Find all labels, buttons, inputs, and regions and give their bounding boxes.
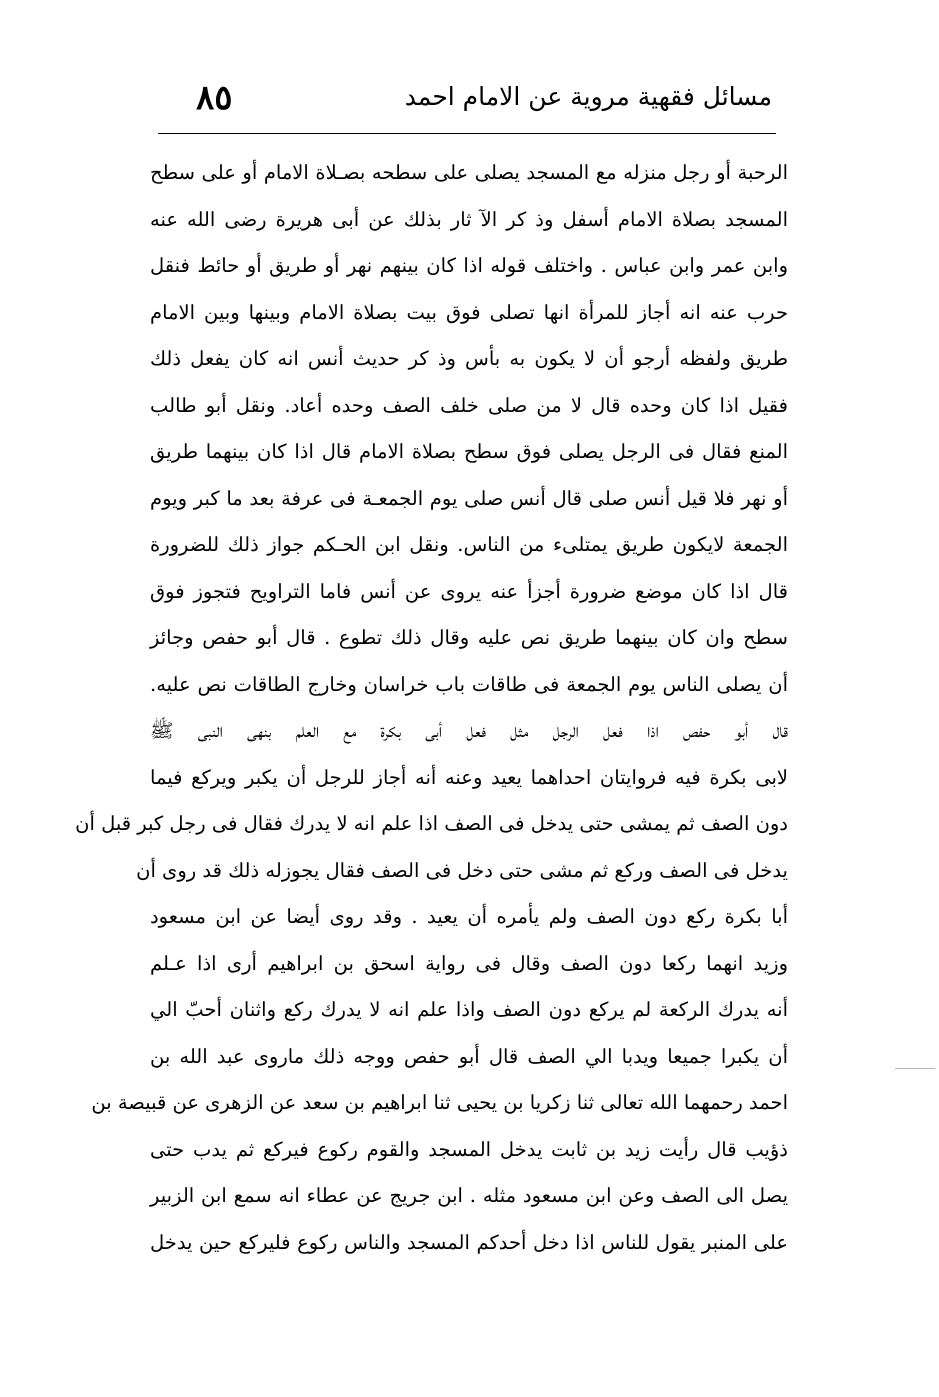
text-line: يدخل فى الصف وركع ثم مشى حتى دخل فى الصف فقال يجوزله ذلك قد روى أن [136,858,788,882]
text-line: قال اذا كان موضع ضرورة أجزأ عنه يروى عن أنس فاما التراويح فتجوز فوق [150,579,788,603]
text-line: وزيد انهما ركعا دون الصف وقال فى رواية اسحق بن ابراهيم أرى اذا عـلم [150,951,788,975]
text-line: المسجد بصلاة الامام أسفل وذ كر الآ ثار بذلك عن أبى هريرة رضى الله عنه [150,207,788,231]
text-line: الجمعة لايكون طريق يمتلىء من الناس. ونقل ابن الحـكم جواز ذلك للضرورة [150,533,788,556]
text-line: أو نهر فلا قيل أنس صلى قال أنس صلى يوم الجمعـة فى عرفة بعد ما كبر ويوم [150,486,788,510]
text-line: حرب عنه انه أجاز للمرأة انها تصلى فوق بيت بصلاة الامام وبينها وبين الامام [150,300,788,324]
text-line: أن يصلى الناس يوم الجمعة فى طاقات باب خراسان وخارج الطاقات نص عليه. [150,672,788,696]
text-line: يصل الى الصف وعن ابن مسعود مثله . ابن جريج عن عطاء انه سمع ابن الزبير [150,1184,788,1207]
text-line: أن يكبرا جميعا ويدبا الي الصف قال أبو حفص ووجه ذلك ماروى عبد الله بن [150,1044,788,1068]
running-title: مسائل فقهية مروية عن الامام احمد [404,82,772,111]
text-line: الرحبة أو رجل منزله مع المسجد يصلى على سطحه بصـلاة الامام أو على سطح [150,161,788,184]
page-header [150,78,780,126]
body-text [75,150,788,1266]
text-line: احمد رحمهما الله تعالى ثنا زكريا بن يحيى ثنا ابراهيم بن سعد عن الزهرى عن قبيصة بن [91,1091,788,1114]
text-line: أنه يدرك الركعة لم يركع دون الصف واذا علم انه لا يدرك ركع واثنان أحبّ الي [150,998,788,1021]
text-line: وابن عمر وابن عباس . واختلف قوله اذا كان بينهم نهر أو طريق أو حائط فنقل [150,254,788,277]
text-line: ذؤيب قال رأيت زيد بن ثابت يدخل المسجد والقوم ركوع فيركع ثم يدب حتى [150,1137,788,1161]
text-line: قال أبو حفص اذا فعل الرجل مثل فعل أبى بكرة مع العلم بنهى النبى ﷺ [150,719,788,742]
text-line: أبا بكرة ركع دون الصف ولم يأمره أن يعيد . وقد روى أيضا عن ابن مسعود [150,905,788,928]
text-line: المنع فقال فى الرجل يصلى فوق سطح بصلاة الامام قال اذا كان بينهما طريق [150,440,788,463]
header-rule [158,133,776,134]
page-number: ٨٥ [196,78,233,118]
text-line: دون الصف ثم يمشى حتى يدخل فى الصف اذا علم انه لا يدرك فقال فى رجل كبر قبل أن [75,812,788,835]
margin-mark [895,1068,935,1069]
text-line: طريق ولفظه أرجو أن لا يكون به بأس وذ كر حديث أنس انه كان يفعل ذلك [150,347,788,370]
text-line: سطح وان كان بينهما طريق نص عليه وقال ذلك تطوع . قال أبو حفص وجائز [150,626,788,649]
text-line: على المنبر يقول للناس اذا دخل أحدكم المسجد والناس ركوع فليركع حين يدخل [150,1230,788,1254]
text-line: لابى بكرة فيه فروايتان احداهما يعيد وعنه أنه أجاز للرجل أن يكبر ويركع فيما [150,765,788,789]
text-line: فقيل اذا كان وحده قال لا من صلى خلف الصف وحده أعاد. ونقل أبو طالب [150,393,788,417]
